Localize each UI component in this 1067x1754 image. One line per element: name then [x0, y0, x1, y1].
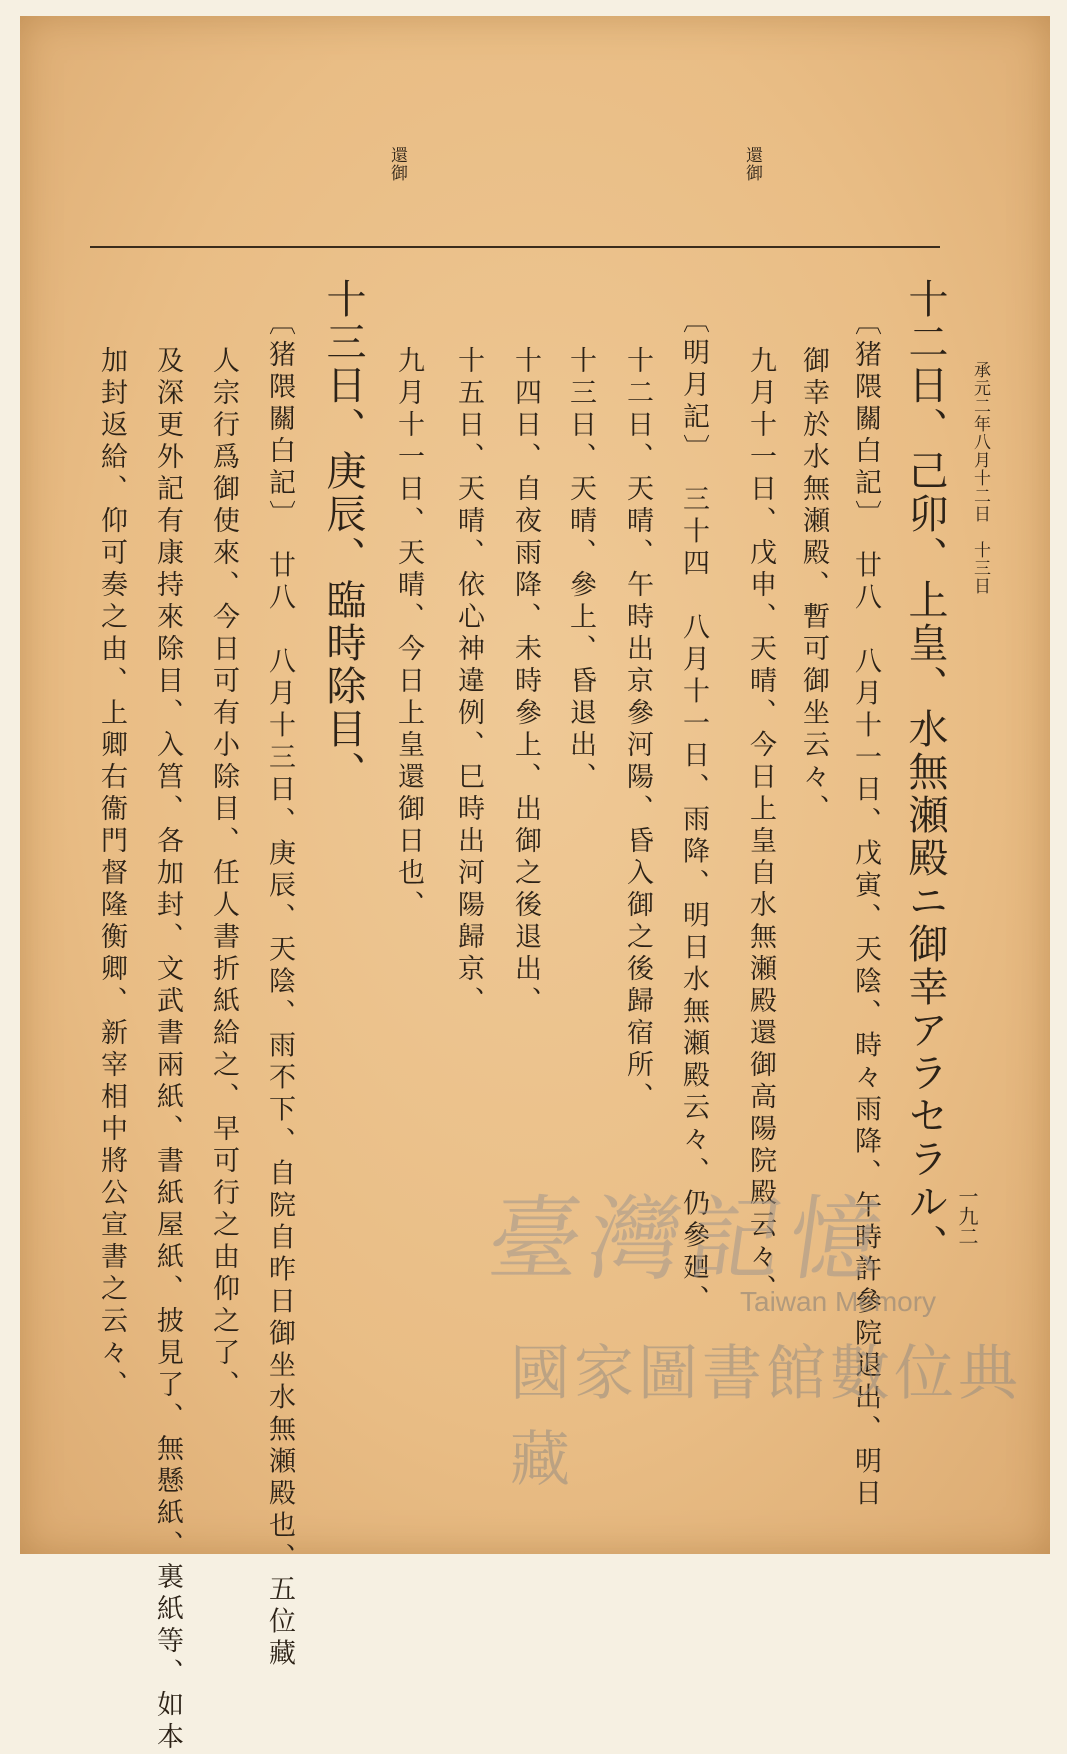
- running-header: 承元二年八月十二日 十三日: [970, 361, 990, 595]
- text-column-6: 十二日、天晴、午時出京參河陽、昏入御之後歸宿所、: [622, 346, 653, 1114]
- text-column-14: 及深更外記有康持來除目、入筥、各加封、文武書兩紙、書紙屋紙、披見了、無懸紙、裏紙等、如本: [152, 346, 183, 1754]
- watermark-library: 國家圖書館數位典藏: [510, 1339, 1022, 1495]
- header-rule: [90, 246, 940, 248]
- text-column-12: 〔猪隈關白記〕 廿八 八月十三日、庚辰、天陰、雨不下、自院自昨日御坐水無瀬殿也、五位藏: [264, 308, 295, 1671]
- text-column-8: 十四日、自夜雨降、未時參上、出御之後退出、: [510, 346, 541, 1018]
- entry-heading-13: 十三日、庚辰、臨時除目、: [320, 278, 366, 794]
- top-label-right: 還御: [742, 146, 762, 182]
- entry-heading-12: 十二日、己卯、上皇、水無瀬殿ニ御幸アラセラル、: [902, 278, 948, 1267]
- text-column-3: 御幸於水無瀬殿、暫可御坐云々、: [798, 346, 829, 826]
- text-column-5: 〔明月記〕 三十四 八月十一日、雨降、明日水無瀬殿云々、仍參廻、: [678, 306, 709, 1317]
- text-column-7: 十三日、天晴、參上、昏退出、: [565, 346, 596, 794]
- text-column-13: 人宗行爲御使來、今日可有小除目、任人書折紙給之、早可行之由仰之了、: [208, 346, 239, 1402]
- document-page: [20, 16, 1050, 1754]
- watermark-title: 臺灣記憶: [481, 1186, 898, 1293]
- text-column-15: 加封返給、仰可奏之由、上卿右衞門督隆衡卿、新宰相中將公宣書之云々、: [96, 346, 127, 1402]
- text-column-2: 〔猪隈關白記〕 廿八 八月十一日、戊寅、天陰、時々雨降、午時許參院退出、明日: [850, 308, 881, 1511]
- top-label-left: 還御: [387, 146, 407, 182]
- text-column-10: 九月十一日、天晴、今日上皇還御日也、: [393, 346, 424, 922]
- text-column-9: 十五日、天晴、依心神違例、巳時出河陽歸京、: [453, 346, 484, 1018]
- text-column-4: 九月十一日、戊申、天晴、今日上皇自水無瀬殿還御高陽院殿云々、: [745, 346, 776, 1306]
- watermark-english: Taiwan Memory: [740, 1286, 937, 1317]
- page-number: 一九二: [955, 1186, 979, 1246]
